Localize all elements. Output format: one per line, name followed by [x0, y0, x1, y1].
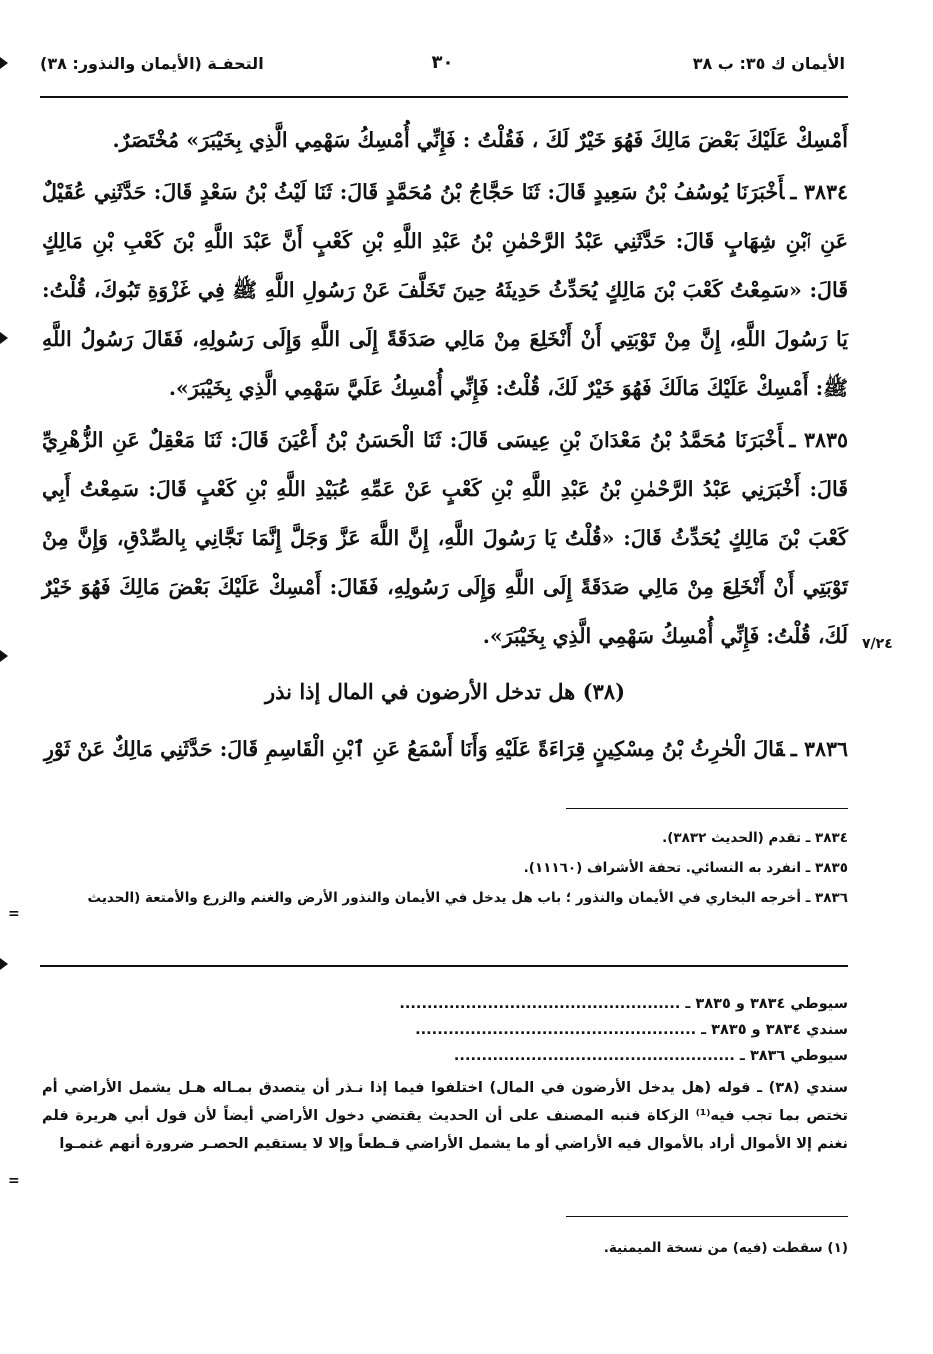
hadith-text: أَخْبَرَنَا مُحَمَّدُ بْنُ مَعْدَانَ بْنِ عِيسَى قَالَ: ثَنَا الْحَسَنُ بْنُ أَعْيَنَ قَالَ: ثَنَا مَعْقِلٌ عَنِ الزُّهْرِيِّ قَالَ: أَخْبَرَنِي عَبْدُ الرَّحْمٰنِ بْنُ عَبْدِ اللَّهِ بْنِ كَعْبٍ عَنْ عَمِّهِ عُبَيْدِ اللَّهِ بْنِ كَعْبٍ قَالَ: سَمِعْتُ أَبِي كَعْبَ بْنَ مَالِكٍ يُحَدِّثُ قَالَ: «قُلْتُ يَا رَسُولَ اللَّهِ، إِنَّ اللَّهَ عَزَّ وَجَلَّ إِنَّمَا نَجَّانِي بِالصِّدْقِ، وَإِنَّ مِنْ تَوْبَتِي أَنْ أَنْخَلِعَ مِنْ مَالِي صَدَقَةً إِلَى اللَّهِ وَإِلَى رَسُولِهِ، فَقَالَ: أَمْسِكْ عَلَيْكَ بَعْضَ مَالِكَ فَهُوَ خَيْرٌ لَكَ، قُلْتُ: فَإِنِّي أُمْسِكُ سَهْمِي الَّذِي بِخَيْبَرَ».	[42, 428, 848, 648]
dots: ...................................................	[453, 1048, 735, 1064]
commentary-label: سيوطي ٣٨٣٤ و ٣٨٣٥ ـ	[685, 996, 848, 1012]
footnote: ٣٨٣٤ ـ تقدم (الحديث ٣٨٣٢).	[662, 830, 848, 846]
hadith-number: ٣٨٣٥ ـ	[789, 428, 848, 452]
section-title: (٣٨) هل تدخل الأرضون في المال إذا نذر	[265, 679, 625, 704]
commentary-rule	[40, 965, 848, 967]
continuation-mark: =	[8, 906, 20, 922]
footnotes	[42, 830, 848, 906]
hadith-3836	[42, 725, 848, 774]
footnote-rule	[566, 808, 848, 809]
hadith-text: قَالَ الْحٰرِثُ بْنُ مِسْكِينٍ قِرَاءَةً عَلَيْهِ وَأَنَا أَسْمَعُ عَنِ ٱبْنِ الْقَاسِمِ قَالَ: حَدَّثَنِي مَالِكٌ عَنْ ثَوْرِ	[43, 737, 785, 761]
commentary	[42, 996, 848, 1158]
hadith-3834	[42, 168, 848, 413]
main-text	[42, 116, 848, 661]
running-header	[40, 48, 845, 80]
footnote: ٣٨٣٥ ـ انفرد به النسائي. تحفة الأشراف (١١١٦٠).	[523, 860, 848, 876]
left-edge-marker-icon	[0, 650, 8, 662]
footnote: ٣٨٣٦ ـ أخرجه البخاري في الأيمان والنذور ؛ باب هل يدخل في الأيمان والنذور الأرض والغنم والزرع والأمتعة (الحديث	[87, 890, 848, 906]
left-edge-marker-icon	[0, 57, 8, 69]
hadith-number: ٣٨٣٦ ـ	[790, 737, 848, 761]
header-chapter-ref: الأيمان ك ٣٥: ب ٣٨	[692, 54, 845, 73]
commentary-label: سيوطي ٣٨٣٦ ـ	[739, 1048, 848, 1064]
header-tuhfa-ref: التحفـة (الأيمان والنذور: ٣٨)	[40, 54, 264, 73]
commentary-line	[42, 1022, 848, 1038]
continuation-text: أَمْسِكْ عَلَيْكَ بَعْضَ مَالِكَ فَهُوَ خَيْرٌ لَكَ ، فَقُلْتُ : فَإِنِّي أُمْسِكُ سَهْمِي الَّذِي بِخَيْبَرَ» مُخْتَصَرٌ.	[112, 128, 848, 152]
page-number: ٣٠	[431, 52, 454, 73]
left-edge-marker-icon	[0, 958, 8, 970]
commentary-label: سندي ٣٨٣٤ و ٣٨٣٥ ـ	[701, 1022, 848, 1038]
hadith-number: ٣٨٣٤ ـ	[790, 180, 848, 204]
continuation-mark: =	[8, 1173, 20, 1189]
commentary-line	[42, 1048, 848, 1064]
bottom-note: (١) سقطت (فيه) من نسخة الميمنية.	[603, 1240, 848, 1256]
margin-volume-reference: ٧/٢٤	[862, 636, 893, 652]
dots: ...................................................	[399, 996, 681, 1012]
hadith-3835	[42, 416, 848, 661]
hadith-text: أَخْبَرَنَا يُوسُفُ بْنُ سَعِيدٍ قَالَ: ثَنَا حَجَّاجُ بْنُ مُحَمَّدٍ قَالَ: ثَنَا لَيْثُ بْنُ سَعْدٍ قَالَ: حَدَّثَنِي عُقَيْلٌ عَنِ ٱبْنِ شِهَابٍ قَالَ: حَدَّثَنِي عَبْدُ الرَّحْمٰنِ بْنُ عَبْدِ اللَّهِ بْنِ كَعْبٍ أَنَّ عَبْدَ اللَّهِ بْنَ كَعْبِ بْنِ مَالِكٍ قَالَ: «سَمِعْتُ كَعْبَ بْنَ مَالِكٍ يُحَدِّثُ حَدِيثَهُ حِينَ تَخَلَّفَ عَنْ رَسُولِ اللَّهِ ﷺ فِي غَزْوَةِ تَبُوكَ، قُلْتُ: يَا رَسُولَ اللَّهِ، إِنَّ مِنْ تَوْبَتِي أَنْ أَنْخَلِعَ مِنْ مَالِي صَدَقَةً إِلَى اللَّهِ وَإِلَى رَسُولِهِ، فَقَالَ رَسُولُ اللَّهِ ﷺ: أَمْسِكْ عَلَيْكَ مَالَكَ فَهُوَ خَيْرٌ لَكَ، قُلْتُ: فَإِنِّي أُمْسِكُ عَلَيَّ سَهْمِي الَّذِي بِخَيْبَرَ».	[42, 180, 848, 400]
left-edge-marker-icon	[0, 332, 8, 344]
dots: ...................................................	[415, 1022, 697, 1038]
header-rule	[40, 96, 848, 98]
sindi-commentary: سندي (٣٨) ـ قوله (هل يدخل الأرضون في المال) اختلفوا فيما إذا نـذر أن يتصدق بمـاله هـل يشمل الأراضي أم تختص بما تجب فيه⁽¹⁾ الزكاة فنبه المصنف على أن الحديث يقتضي دخول الأراضي أيضاً لأن قول أبي هريرة فلم نغنم إلا الأموال أراد بالأموال فيه الأراضي أو ما يشمل الأراضي قـطعاً وإلا لا يستقيم الحصـر ضرورة أنهم غنمـوا	[42, 1080, 849, 1152]
bottom-note-rule	[566, 1216, 848, 1217]
commentary-line	[42, 996, 848, 1012]
